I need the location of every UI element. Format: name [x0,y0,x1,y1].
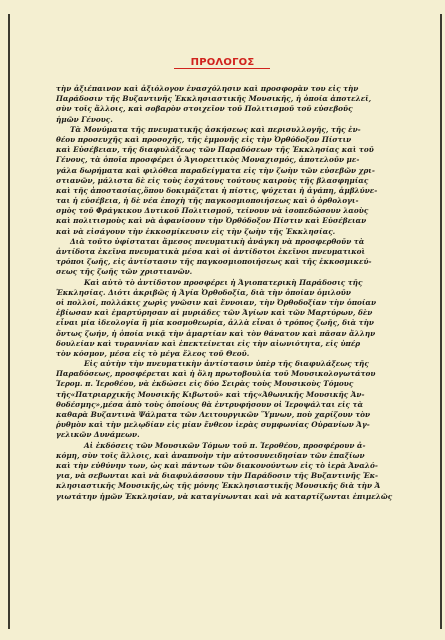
page-title: ΠΡΟΛΟΓΟΣ [190,57,255,68]
text-line: Τὰ Μονύματα τῆς πνευματικῆς ἀσκήσεως καὶ περισυλλογῆς, τῆς ἐν- [70,124,361,134]
text-line: ἡμῶν Γένους. [56,114,113,124]
text-line: ῥυθμὸν καὶ τὴν μελῳδίαν εἰς μίαν ἔνθεον ἱερὰς συμφωνίας Οὐρανίων Ἀγ- [56,420,370,430]
text-line: γελικῶν Δυνάμεων. [56,430,140,440]
text-line: κόμη, σὺν τοῖς ἄλλοις, καὶ ἀναπνοὴν τὴν αὐτοσυνειδησίαν τῶν ἐπαξίων [56,450,365,460]
text-line: σεως τῆς ζωῆς τῶν χριστιανῶν. [56,267,193,277]
text-line: σὺν τοῖς ἄλλοις, καὶ σοβαρὸν στοιχεῖον τοῦ Πολιτισμοῦ τοῦ εὐσεβοῦς [56,104,353,114]
text-line: καὶ τὴν εὐθύνην των, ὡς καὶ πάντων τῶν διακονούντων εἰς τὸ ἱερὰ Ἀναλό- [56,460,378,470]
text-line: στιανῶν, μάλιστα δὲ εἰς τοὺς ἐσχάτους τούτους καιροὺς τῆς βλασφημίας [56,175,369,185]
text-line: καθαρὰ Βυζαντινὰ Ψάλματα τῶν Λειτουργικῶν Ὕμνων, ποὺ χαρίζουν τὸν [56,410,371,419]
text-line: καὶ νὰ εἰσάγουν τὴν ἐκκοσμίκευσιν εἰς τὴν ζωὴν τῆς Ἐκκλησίας. [56,226,336,236]
text-line: για, νὰ σεβωνται καὶ νὰ διαφυλάσσουν τὴν Παράδοσιν τῆς Βυζαντινῆς Ἐκ- [56,471,379,481]
text-line: γιωτάτην ἡμῶν Ἐκκλησίαν, νὰ καταγίνωνται καὶ νὰ καταρτίζωνται ἐπιμελῶς [56,491,393,501]
text-line: γάλα δωρήματα καὶ φιλόθεα παραδείγματα εἰς τὴν ζωὴν τῶν εὐσεβῶν χρι- [56,165,375,175]
text-line: Ἐκκλησίας. Διότι ἀκριβῶς ἡ Ἁγία Ὀρθοδοξία, διὰ τὴν ὁποίαν ὁμιλοῦν [56,287,351,297]
text-line: τὸν κόσμον, μέσα εἰς τὸ μέγα ἔλεος τοῦ Θεοῦ. [56,348,250,358]
text-line: κλησιαστικῆς Μουσικῆς,ὡς τῆς μόνης Ἐκκλησιαστικῆς Μουσικῆς διὰ τὴν Ἁ [56,481,381,491]
text-line: καὶ Εὐσέβειαν, τῆς διαφυλάξεως τῶν Παραδόσεων τῆς Ἐκκλησίας καὶ τοῦ [56,145,374,155]
text-line: ἐβίωσαν καὶ ἐμαρτύρησαν αἱ μυριάδες τῶν Ἁγίων καὶ τῶν Μαρτύρων, δὲν [56,308,373,318]
text-line: σμὸς τοῦ Φράγκικου Δυτικοῦ Πολιτισμοῦ, τείνουν νὰ ἰσοπεδώσουν λαοὺς [56,206,369,216]
text-line: οἱ πολλοί, πολλάκις χωρὶς γνῶσιν καὶ ἔννοιαν, τὴν Ὀρθοδοξίαν τὴν ὁποίαν [56,297,377,307]
text-line: Παράδοσιν τῆς Βυζαντινῆς Ἐκκλησιαστικῆς Μουσικῆς, ἡ ὁποία ἀποτελεῖ, [56,94,372,104]
text-line: καὶ πολιτισμοὺς καὶ νὰ ἀφανίσουν τὴν Ὀρθόδοξον Πίστιν καὶ Εὐσέβειαν [56,216,367,226]
text-line: θοδέσμης»,μέσα ἀπὸ τοὺς ὁποίους θὰ ἐντρυφήσουν οἱ Ἱεροψάλται εἰς τὰ [56,399,364,409]
text-line: ἀντίδοτα ἐκεῖνα πνευματικὰ μέσα καὶ οἱ ἀντίδοτοι ἐκεῖνοι πνευματικοὶ [56,247,366,256]
text-line: θέου προσευχῆς καὶ προσοχῆς, τῆς ἐμμονῆς εἰς τὴν Ὀρθόδοξον Πίστιν [56,134,352,144]
text-line: καὶ τῆς ἀποστασίας,ὅπου δοκιμάζεται ἡ πίστις, ψύχεται ἡ ἀγάπη, ἀμβλύνε- [56,185,378,195]
text-line: δουλείαν καὶ τυραννίαν καὶ ἐπεκτείνεται εἰς τὴν αἰωνιότητα, εἰς ὑπέρ [56,338,361,348]
text-line: τρόποι ζωῆς, εἰς ἀντίστασιν τῆς παγκοσμιοποιήσεως καὶ τῆς ἐκκοσμικεύ- [56,257,372,267]
text-line: Καὶ αὐτὸ τὸ ἀντίδοτον προσφέρει ἡ Ἁγιοπατερικὴ Παράδοσις τῆς [84,277,363,287]
text-line: τὴν ἀξιέπαινον καὶ ἀξιόλογον ἐνασχόλησιν καὶ προσφορὰν του εἰς τὴν [56,84,359,93]
document-body [56,84,408,502]
text-line: Διὰ τοῦτο ὑφίσταται ἄμεσος πνευματικὴ ἀνάγκη νὰ προσφερθοῦν τὰ [70,236,365,246]
title-underline [174,68,270,69]
text-line: τῆς«Πατριαρχικῆς Μουσικῆς Κιβωτοῦ» καὶ τῆς«Ἀθωνικῆς Μουσικῆς Ἀν- [56,389,365,399]
text-line: Ἱερομ. π. Ἱεροθέου, νὰ ἐκδώσει εἰς δύο Σειρὰς τοὺς Μουσικοὺς Τόμους [56,379,354,389]
text-line: Γένους, τὰ ὁποῖα προσφέρει ὁ Ἁγιορειτικὸς Μοναχισμός, ἀποτελοῦν με- [56,155,360,165]
text-line: ται ἡ εὐσέβεια, ἡ δὲ νέα ἐποχὴ τῆς παγκοσμιοποιήσεως καὶ ὁ ὀρθολογι- [56,196,359,206]
text-line: Αἱ ἐκδόσεις τῶν Μουσικῶν Τόμων τοῦ π. Ἱεροθέου, προσφέρουν ἀ- [84,440,366,450]
text-line: εἶναι μία ἰδεολογία ἢ μία κοσμοθεωρία, ἀλλὰ εἶναι ὁ τρόπος ζωῆς, διὰ τὴν [56,318,374,328]
text-line: Παραδόσεως, προσφέρεται καὶ ἡ ὅλη πρωτοβουλία τοῦ Μουσικολογωτάτου [56,369,376,379]
text-line: ὄντως ζωήν, ἡ ὁποία νικᾷ τὴν ἁμαρτίαν καὶ τὸν θάνατον καὶ πᾶσαν ἄλλην [56,328,376,338]
text-line: Εἰς αὐτὴν τὴν πνευματικὴν ἀντίστασιν ὑπὲρ τῆς διαφυλάξεως τῆς [84,359,369,369]
